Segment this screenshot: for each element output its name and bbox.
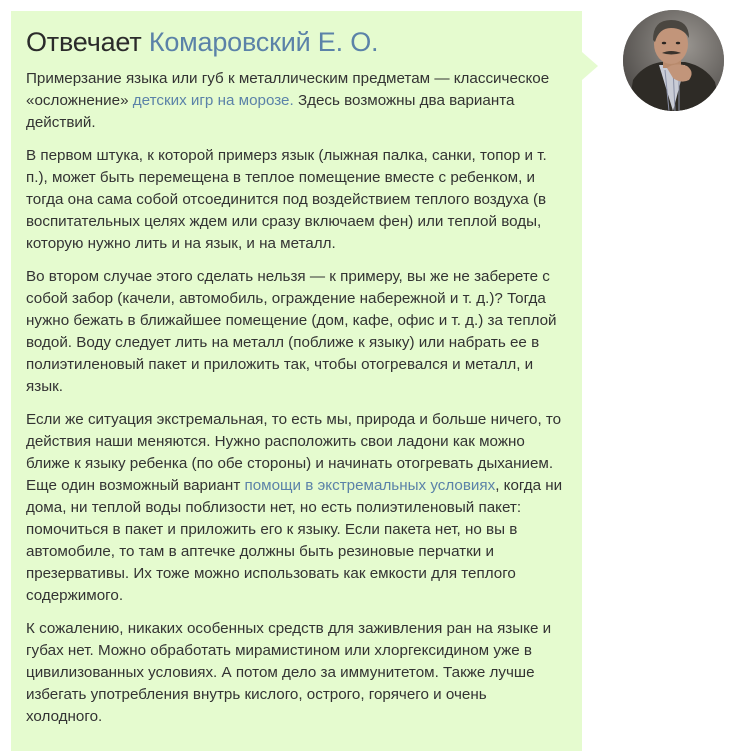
paragraph-5: К сожалению, никаких особенных средств для заживления ран на языке и губах нет. Можно обработать мирамистином или хлоргексидином уже в цивилизованных условиях. А потом дело за иммунитетом. Также лучше избегать употребления внутрь кислого, острого, горячего и очень холодного. <box>26 620 552 725</box>
paragraph-3: Во втором случае этого сделать нельзя — к примеру, вы же не заберете с собой забор (качели, автомобиль, ограждение набережной и т. д.)? Тогда нужно бежать в ближайшее помещение (дом, кафе, офис и т. д.) за теплой водой. Воду следует лить на металл (поближе к языку) или набрать ее в полиэтиленовый пакет и приложить так, чтобы отогревался и металл, и язык. <box>26 268 557 395</box>
paragraph-1 <box>26 68 567 134</box>
answer-title <box>26 25 567 59</box>
author-link[interactable]: Комаровский Е. О. <box>148 27 379 57</box>
bubble-pointer-arrow <box>582 52 598 80</box>
title-prefix: Отвечает <box>26 27 142 57</box>
author-photo-icon <box>623 10 724 111</box>
extreme-help-link[interactable]: помощи в экстремальных условиях <box>244 477 496 494</box>
paragraph-text: Здесь возможны два варианта действий. <box>26 92 515 131</box>
author-avatar[interactable] <box>623 10 724 111</box>
paragraph-4 <box>26 409 567 607</box>
answer-bubble <box>11 11 582 751</box>
winter-games-link[interactable]: детских игр на морозе. <box>132 92 294 109</box>
paragraph-2: В первом штука, к которой примерз язык (лыжная палка, санки, топор и т. п.), может быть перемещена в теплое помещение вместе с ребенком, и тогда она сама собой отсоединится под воздействием теплого воздуха (в воспитательных целях ждем или сразу включаем фен) или теплой воды, которую нужно лить и на язык, и на металл. <box>26 147 547 252</box>
paragraph-text: Если же ситуация экстремальная, то есть мы, природа и больше ничего, то действия наши меняются. Нужно расположить свои ладони как можно ближе к языку ребенка (по обе стороны) и начинать отогревать дыханием. Еще один возможный вариант <box>26 411 562 494</box>
paragraph-text: Примерзание языка или губ к металлическим предметам — классическое «осложнение» <box>26 70 550 109</box>
paragraph-text: , когда ни дома, ни теплой воды поблизости нет, но есть полиэтиленовый пакет: помочиться в пакет и приложить его к языку. Если пакета нет, но вы в автомобиле, то там в аптечке должны быть резиновые перчатки и презервативы. Их тоже можно использовать как емкости для теплого содержимого. <box>26 477 563 604</box>
